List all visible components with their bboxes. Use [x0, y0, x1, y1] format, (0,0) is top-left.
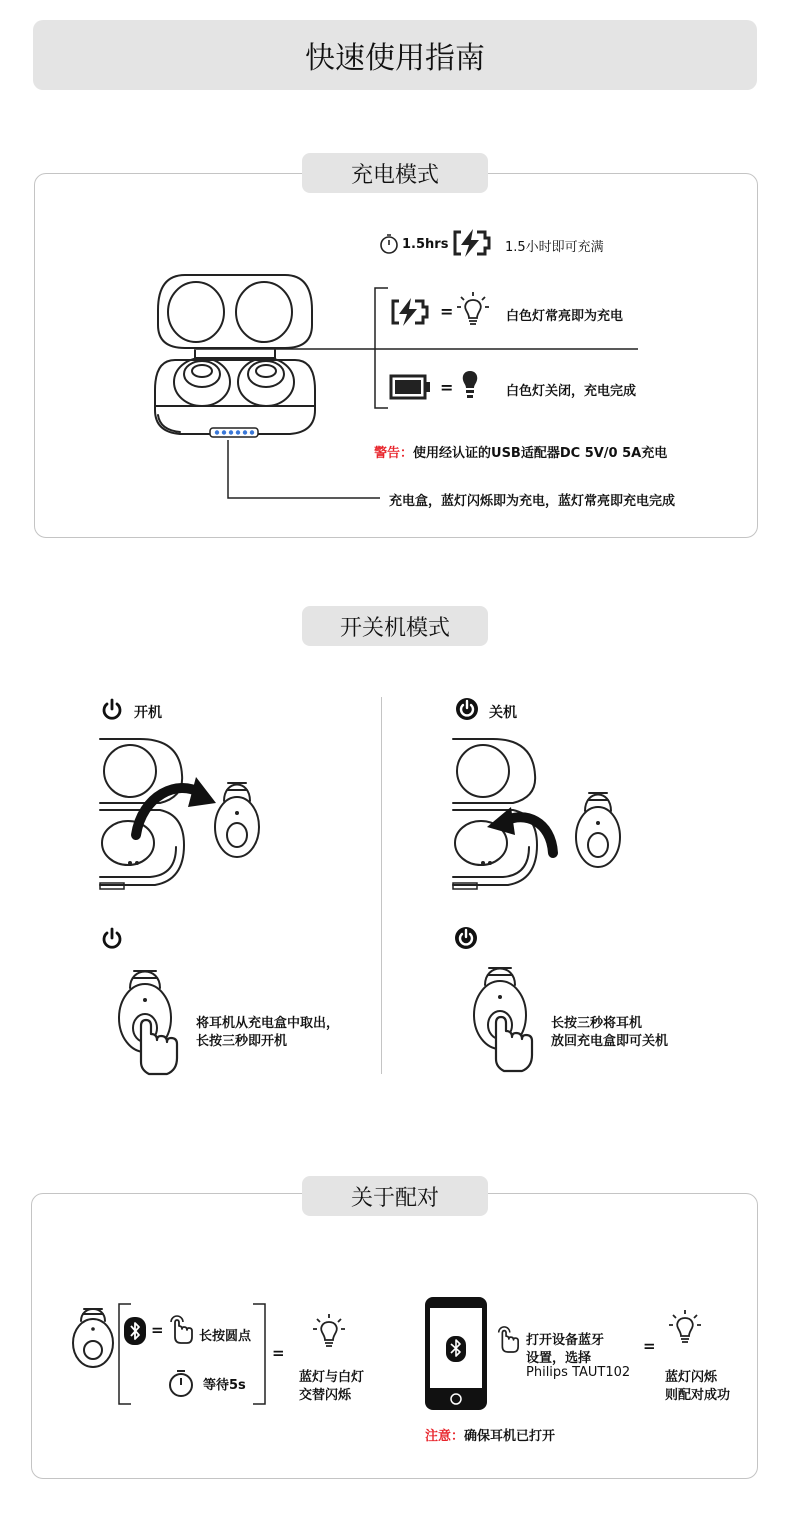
power-divider [381, 697, 382, 1074]
earbud-press-illustration-2 [470, 963, 540, 1083]
power-off-illustration [453, 735, 633, 895]
pairing-heading: 关于配对 [302, 1176, 488, 1216]
alternate-flash-1: 蓝灯与白灯 [299, 1370, 365, 1385]
phone-step-1: 打开设备蓝牙 [526, 1333, 605, 1348]
power-on-label: 开机 [134, 705, 162, 721]
light-on-icon-3 [668, 1308, 702, 1346]
power-on-desc-2: 长按三秒即开机 [196, 1034, 288, 1049]
wait-label: 等待5s [203, 1378, 246, 1393]
light-off-icon [461, 370, 479, 400]
case-desc: 充电盒，蓝灯闪烁即为充电，蓝灯常亮即充电完成 [389, 494, 676, 509]
warning [374, 442, 667, 461]
power-filled-icon-small [454, 926, 478, 950]
equals-sign-2: = [440, 378, 454, 397]
success-2: 则配对成功 [665, 1388, 731, 1403]
charge-time-desc: 1.5小时即可充满 [505, 240, 604, 255]
power-icon-small [101, 928, 123, 950]
charging-heading: 充电模式 [302, 153, 488, 193]
warning-label: 警告： [374, 446, 414, 461]
power-off-label: 关机 [489, 705, 517, 721]
charging-battery-icon-2 [389, 298, 431, 326]
success-1: 蓝灯闪烁 [665, 1370, 718, 1385]
power-icon [101, 699, 123, 721]
alternate-flash-2: 交替闪烁 [299, 1388, 352, 1403]
warning-text: 使用经认证的USB适配器DC 5V/0 5A充电 [413, 446, 668, 461]
phone-step-2: 设置，选择 [526, 1351, 592, 1366]
charging-battery-icon [451, 229, 493, 257]
power-heading: 开关机模式 [302, 606, 488, 646]
phone-step-3: Philips TAUT102 [526, 1365, 631, 1380]
equals-sign-4: = [272, 1344, 285, 1362]
charge-time: 1.5hrs [402, 237, 449, 252]
timer-icon-2 [167, 1368, 195, 1398]
power-filled-icon [455, 697, 479, 721]
note-text: 确保耳机已打开 [464, 1429, 556, 1444]
light-on-icon-2 [312, 1312, 346, 1350]
bluetooth-icon [124, 1317, 146, 1345]
power-off-desc-1: 长按三秒将耳机 [551, 1016, 643, 1031]
equals-sign: = [440, 302, 454, 321]
power-on-illustration [100, 735, 280, 895]
power-on-desc-1: 将耳机从充电盒中取出， [196, 1016, 340, 1031]
pairing-note [425, 1425, 555, 1444]
phone-illustration [424, 1296, 488, 1411]
finger-press-icon [166, 1313, 194, 1345]
power-off-desc-2: 放回充电盒即可关机 [551, 1034, 669, 1049]
long-press-label: 长按圆点 [199, 1329, 252, 1344]
timer-icon [379, 233, 399, 255]
equals-sign-3: = [151, 1321, 164, 1339]
light-on-icon [456, 290, 490, 328]
charged-desc: 白色灯关闭，充电完成 [506, 384, 637, 399]
earbud-illustration [70, 1305, 116, 1369]
earbud-press-illustration [115, 966, 185, 1086]
battery-full-icon [389, 374, 433, 400]
note-label: 注意： [425, 1429, 465, 1444]
page-title: 快速使用指南 [33, 20, 757, 90]
equals-sign-5: = [643, 1337, 656, 1355]
finger-press-icon-2 [494, 1324, 520, 1354]
charging-desc: 白色灯常亮即为充电 [506, 309, 624, 324]
